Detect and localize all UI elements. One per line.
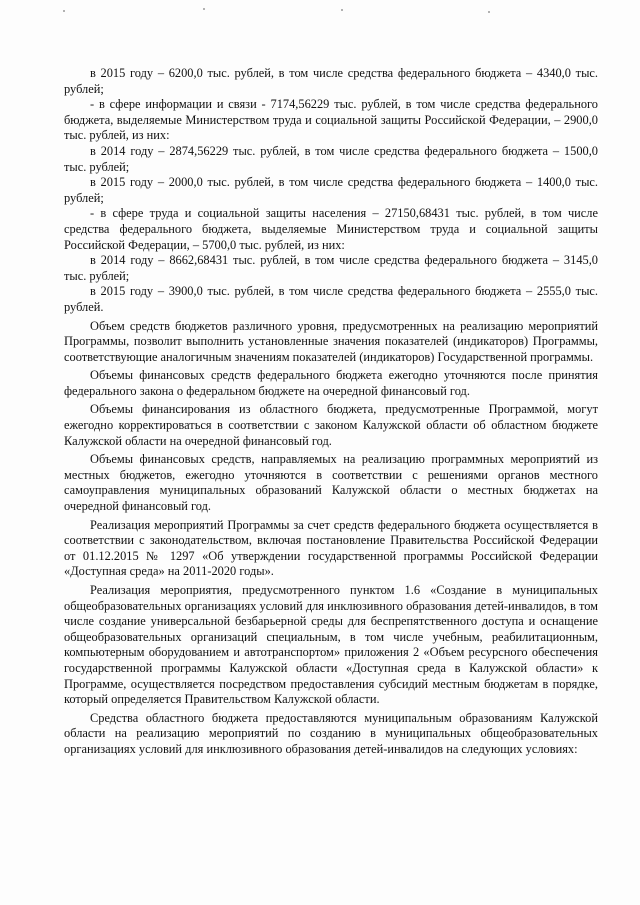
scan-speck bbox=[203, 8, 205, 10]
scan-speck bbox=[63, 10, 65, 12]
federal-budget-paragraph: Объемы финансовых средств федерального бюджета ежегодно уточняются после принятия федерального закона о федеральном бюджете на очередной финансовый год. bbox=[64, 368, 598, 398]
regional-budget-paragraph: Объемы финансирования из областного бюджета, предусмотренные Программой, могут ежегодно корректироваться в соответствии с законом Калужской области об областном бюджете Калужской области на очередной финансовый год. bbox=[64, 402, 598, 448]
local-budget-paragraph: Объемы финансовых средств, направляемых на реализацию программных мероприятий из местных бюджетов, ежегодно уточняются в соответствии с решениями органов местного самоуправления муниципальных образований Калужской области о местных бюджетах на очередной финансовый год. bbox=[64, 452, 598, 514]
federal-implementation-paragraph: Реализация мероприятий Программы за счет средств федерального бюджета осуществляется в соответствии с законодательством, включая постановление Правительства Российской Федерации от 01.12.2015 № 1297 «Об утверждении государственной программы Российской Федерации «Доступная среда» на 2011-2020 годы». bbox=[64, 517, 598, 579]
scan-speck bbox=[341, 9, 343, 11]
budget-volume-paragraph: Объем средств бюджетов различного уровня, предусмотренных на реализацию мероприятий Программы, позволит выполнить установленные значения показателей (индикаторов) Программы, соответствующие аналогичным значениям показателей (индикаторов) Государственной программы. bbox=[64, 318, 598, 364]
info-2014-line: в 2014 году – 2874,56229 тыс. рублей, в том числе средства федерального бюджета – 1500,0 тыс. рублей; bbox=[64, 143, 598, 174]
labor-2015-line: в 2015 году – 3900,0 тыс. рублей, в том числе средства федерального бюджета – 2555,0 тыс. рублей. bbox=[64, 284, 598, 314]
document-body bbox=[64, 66, 598, 758]
labor-social-sphere: - в сфере труда и социальной защиты населения – 27150,68431 тыс. рублей, в том числе средства федерального бюджета, выделяемые Министерством труда и социальной защиты Российской Федерации, – 5700,0 тыс. рублей, из них: bbox=[64, 206, 598, 252]
info-communication-sphere: - в сфере информации и связи - 7174,56229 тыс. рублей, в том числе средства федерального бюджета, выделяемые Министерством труда и социальной защиты Российской Федерации, – 2900,0 тыс. рублей, из них: bbox=[64, 97, 598, 143]
labor-2014-line: в 2014 году – 8662,68431 тыс. рублей, в том числе средства федерального бюджета – 3145,0 тыс. рублей; bbox=[64, 253, 598, 283]
subsidy-conditions-paragraph: Средства областного бюджета предоставляются муниципальным образованиям Калужской области на реализацию мероприятий по созданию в муниципальных общеобразовательных организациях условий для инклюзивного образования детей-инвалидов на следующих условиях: bbox=[64, 710, 598, 756]
measure-1-6-paragraph: Реализация мероприятия, предусмотренного пунктом 1.6 «Создание в муниципальных общеобразовательных организациях условий для инклюзивного образования детей-инвалидов, в том числе создание универсальной безбарьерной среды для беспрепятственного доступа и оснащение общеобразовательных организаций специальным, в том числе учебным, реабилитационным, компьютерным оборудованием и автотранспортом» приложения 2 «Объем ресурсного обеспечения государственной программы Калужской области «Доступная среда в Калужской области» к Программе, осуществляется посредством предоставления субсидий местным бюджетам в порядке, который определяется Правительством Калужской области. bbox=[64, 583, 598, 707]
scan-speck bbox=[488, 11, 490, 13]
budget-line-2015-total: в 2015 году – 6200,0 тыс. рублей, в том числе средства федерального бюджета – 4340,0 тыс. рублей; bbox=[64, 66, 598, 96]
info-2015-line: в 2015 году – 2000,0 тыс. рублей, в том числе средства федерального бюджета – 1400,0 тыс. рублей; bbox=[64, 175, 598, 205]
